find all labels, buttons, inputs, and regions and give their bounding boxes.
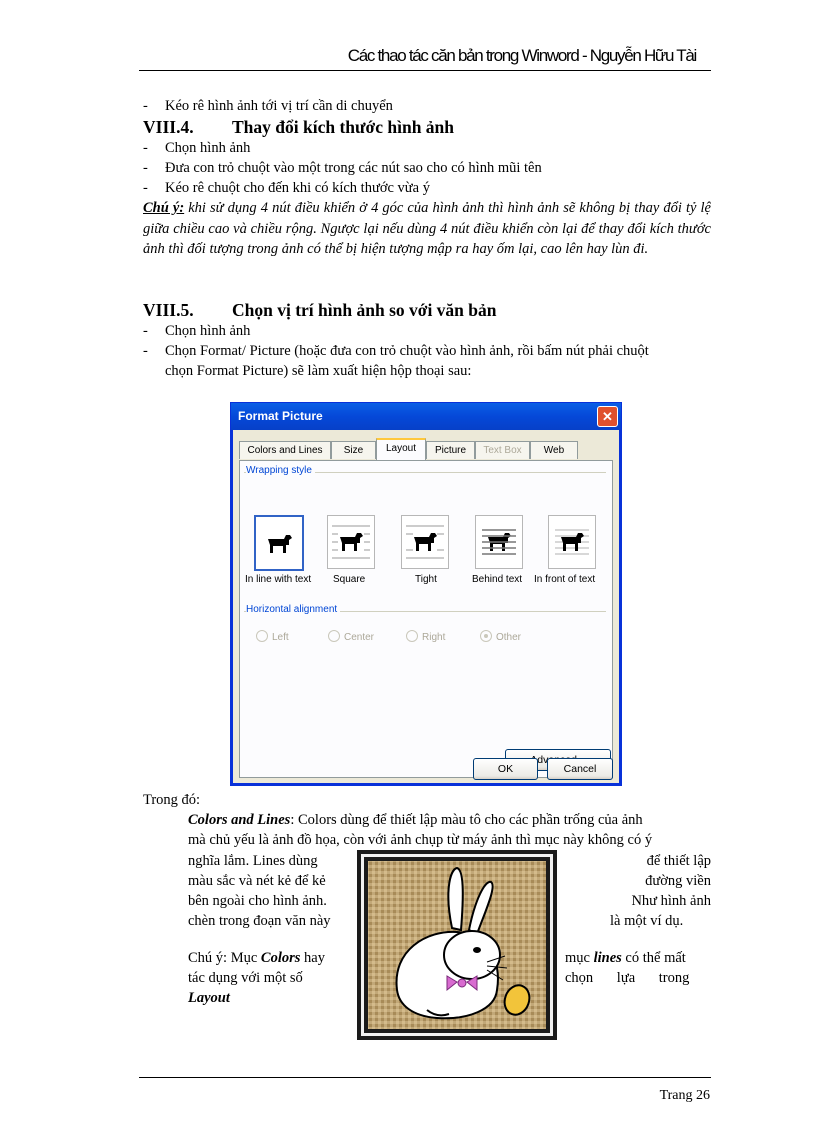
halign-center-radio (328, 630, 374, 643)
left-col-line (188, 871, 350, 892)
text-run: màu sắc và nét kẻ để kẻ (188, 873, 326, 889)
bullet-dash: - (143, 180, 148, 196)
text-run: chèn trong đoạn văn này (188, 913, 331, 929)
note-text: khi sử dụng 4 nút điều khiển ở 4 góc của hình ảnh thì hình ảnh sẽ không bị thay đổi tỷ lệ giữa chiều cao và chiều rộng. Ngược lại nếu dùng 4 nút điều khiển còn lại để thay đổi kích thước ảnh thì đối tượng trong ảnh có thể bị hiện tượng mập ra hay ốm lại, cao lên hay lùn đi. (143, 200, 711, 257)
format-picture-dialog (230, 402, 622, 786)
bullet-text: chọn Format Picture) sẽ làm xuất hiện hộp thoại sau: (165, 363, 472, 379)
section-title: Thay đổi kích thước hình ảnh (232, 117, 455, 137)
left-col-line (188, 891, 350, 912)
right-col-line: Như hình ảnh (631, 893, 711, 909)
text-run: hay (300, 950, 325, 966)
wrap-front-option[interactable] (548, 515, 596, 569)
right-col-line: để thiết lập (646, 853, 711, 869)
note-label: Chú ý: (143, 200, 185, 216)
tab-size[interactable]: Size (331, 441, 376, 459)
section-title: Chọn vị trí hình ảnh so với văn bản (232, 300, 497, 320)
bullet-line (0, 341, 816, 361)
page-header-title: Các thao tác căn bản trong Winword - Nguyễn Hữu Tài (347, 46, 696, 65)
bullet-text: Đưa con trỏ chuột vào một trong các nút sao cho có hình mũi tên (165, 160, 542, 176)
bullet-dash: - (143, 323, 148, 339)
bullet-dash: - (143, 140, 148, 156)
bullet-text: Chọn hình ảnh (165, 140, 251, 156)
halign-other-radio (480, 630, 521, 643)
note-right-line (565, 948, 711, 969)
radio-label: Other (496, 632, 522, 643)
footer-rule (139, 1077, 711, 1078)
right-col-line: đường viền (645, 873, 711, 889)
wrap-label-behind: Behind text (472, 574, 523, 585)
bullet-line (0, 158, 816, 178)
note-left-line: Layout (188, 990, 230, 1006)
text-run: lines (593, 950, 622, 966)
left-col-text (188, 851, 350, 872)
radio-label: Right (422, 632, 446, 643)
dialog-body (233, 430, 619, 783)
bullet-line (0, 321, 816, 341)
ok-button[interactable]: OK (473, 758, 538, 780)
wrap-label-tight: Tight (415, 574, 437, 585)
bullet-dash: - (143, 98, 148, 114)
radio-label: Left (272, 632, 289, 643)
halign-right-radio (406, 630, 445, 643)
dialog-title: Format Picture (238, 409, 323, 423)
header-rule (139, 70, 711, 71)
dog-front-icon (549, 516, 595, 568)
text-run: bên ngoài cho hình ảnh. (188, 893, 327, 909)
bullet-text: Chọn hình ảnh (165, 323, 251, 339)
text-run: nghĩa lắm. Lines dùng (188, 853, 318, 869)
note-left-line (188, 948, 325, 969)
bullet-line (0, 178, 816, 198)
bullet-dash: - (143, 160, 148, 176)
bullet-line-cont (0, 361, 816, 381)
colors-lines-paragraph (188, 810, 711, 831)
bullet-line (0, 96, 816, 116)
bullet-text: Chọn Format/ Picture (hoặc đưa con trỏ chuột vào hình ảnh, rồi bấm nút phải chuột (165, 343, 649, 359)
cancel-button[interactable]: Cancel (547, 758, 613, 780)
colors-lines-term: Colors and Lines (188, 812, 291, 828)
right-col-line: là một ví dụ. (610, 913, 684, 929)
text-run: có thể mất (621, 950, 686, 966)
bullet-line (0, 138, 816, 158)
wrap-label-front: In front of text (534, 574, 596, 585)
tab-web[interactable]: Web (530, 441, 578, 459)
dog-square-icon (328, 516, 374, 568)
dog-tight-icon (402, 516, 448, 568)
close-icon[interactable]: ✕ (597, 406, 618, 427)
note-paragraph (143, 198, 711, 260)
colors-lines-line2: mà chủ yếu là ảnh đồ họa, còn với ảnh chụp từ máy ảnh thì mục này không có ý (188, 832, 653, 848)
wrap-label-inline: In line with text (245, 574, 312, 585)
bullet-text: Kéo rê hình ảnh tới vị trí cần di chuyển (165, 98, 393, 114)
wrap-inline-option[interactable] (254, 515, 304, 571)
page-number: Trang 26 (659, 1088, 710, 1103)
wrap-square-option[interactable] (327, 515, 375, 569)
note-left-line: tác dụng với một số (188, 970, 303, 986)
tab-text-box: Text Box (475, 441, 530, 459)
colors-lines-text: : Colors dùng để thiết lập màu tô cho các phần trống của ảnh (290, 812, 643, 828)
rabbit-picture (357, 850, 557, 1040)
wrap-tight-option[interactable] (401, 515, 449, 569)
halign-left-radio (256, 630, 289, 643)
wrap-behind-option[interactable] (475, 515, 523, 569)
text-run: Colors (260, 950, 301, 966)
horizontal-alignment-label: Horizontal alignment (246, 604, 340, 615)
dialog-titlebar (231, 403, 621, 430)
tab-colors-and-lines[interactable]: Colors and Lines (239, 441, 331, 459)
tab-picture[interactable]: Picture (426, 441, 475, 459)
rabbit-image-icon (357, 850, 557, 1040)
wrap-label-square: Square (333, 574, 366, 585)
layout-panel (239, 460, 613, 778)
left-col-line (188, 911, 350, 932)
tab-layout[interactable]: Layout (376, 438, 426, 461)
text-run: mục (565, 950, 594, 966)
note-right-line: chọn lựa trong (565, 970, 690, 986)
wrapping-style-label: Wrapping style (246, 465, 315, 476)
section-number: VIII.5. (143, 300, 194, 320)
radio-label: Center (344, 632, 375, 643)
text-run: Chú ý: Mục (188, 950, 261, 966)
trong-do-label: Trong đó: (143, 792, 201, 808)
bullet-dash: - (143, 343, 148, 359)
section-number: VIII.4. (143, 117, 194, 137)
bullet-text: Kéo rê chuột cho đến khi có kích thước vừa ý (165, 180, 430, 196)
left-col-line (188, 851, 350, 872)
dog-icon (256, 517, 300, 567)
dog-behind-icon (476, 516, 522, 568)
